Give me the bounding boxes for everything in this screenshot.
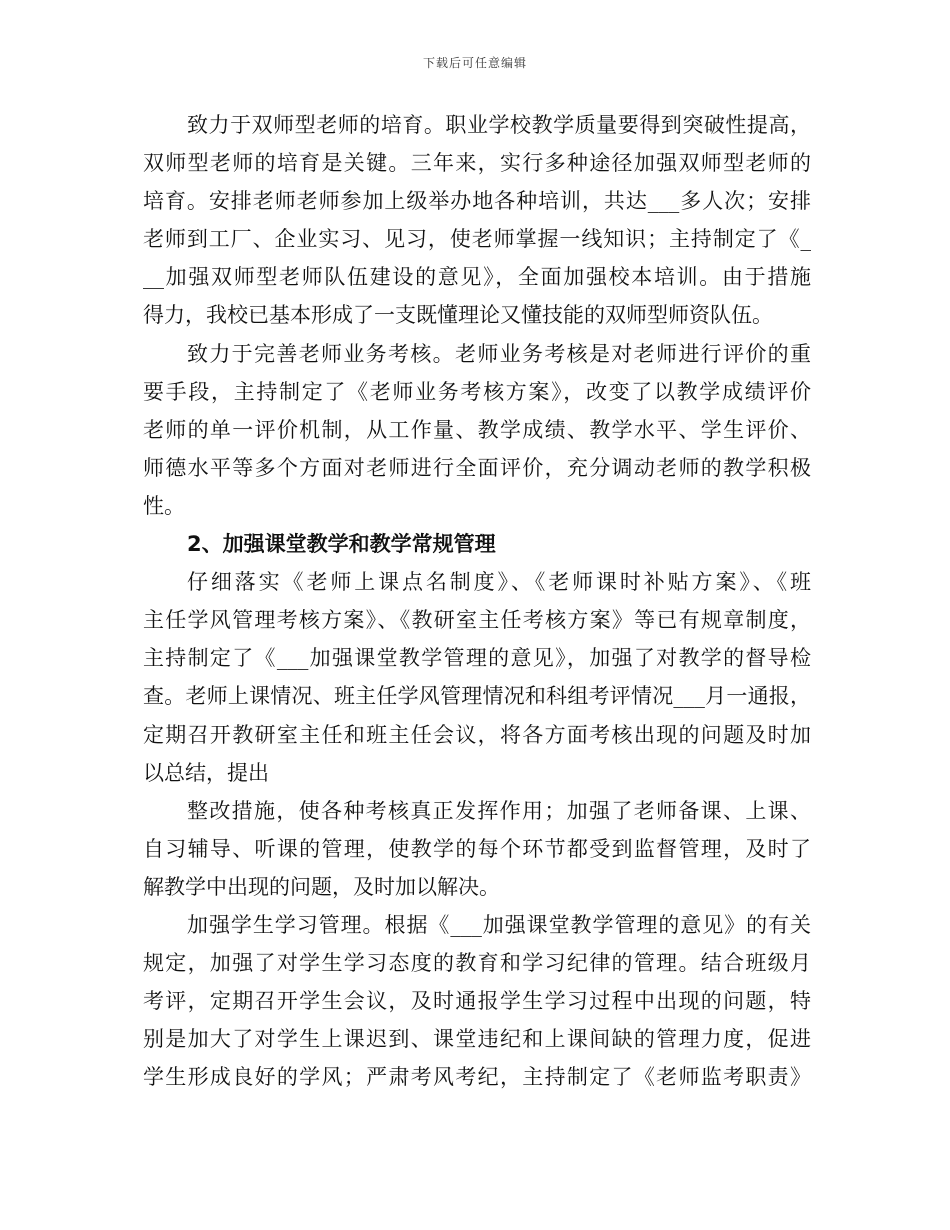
paragraph-line: 解教学中出现的问题，及时加以解决。 xyxy=(143,874,500,899)
paragraph-line: 定期召开教研室主任和班主任会议，将各方面考核出现的问题及时加 xyxy=(143,722,811,747)
page-header: 下载后可任意编辑 xyxy=(422,56,527,70)
paragraph-line: 以总结，提出 xyxy=(143,760,269,785)
document-body xyxy=(143,106,811,1096)
paragraph-line: 老师的单一评价机制，从工作量、教学成绩、教学水平、学生评价、 xyxy=(143,417,811,442)
paragraph-line: 查。老师上课情况、班主任学风管理情况和科组考评情况___月一通报， xyxy=(143,684,811,709)
paragraph-line: 整改措施，使各种考核真正发挥作用；加强了老师备课、上课、 xyxy=(187,798,811,823)
paragraph-line: 加强学生学习管理。根据《___加强课堂教学管理的意见》的有关 xyxy=(187,912,811,937)
paragraph-line: 培育。安排老师老师参加上级举办地各种培训，共达___多人次；安排 xyxy=(143,189,811,214)
paragraph-line: 致力于完善老师业务考核。老师业务考核是对老师进行评价的重 xyxy=(187,341,811,366)
paragraph-line: 要手段，主持制定了《老师业务考核方案》，改变了以教学成绩评价 xyxy=(143,379,811,404)
paragraph-line: 主持制定了《___加强课堂教学管理的意见》，加强了对教学的督导检 xyxy=(143,646,811,671)
paragraph-line: 学生形成良好的学风；严肃考风考纪，主持制定了《老师监考职责》 xyxy=(143,1065,811,1090)
paragraph-line: 得力，我校已基本形成了一支既懂理论又懂技能的双师型师资队伍。 xyxy=(143,303,773,328)
paragraph-line: 仔细落实《老师上课点名制度》、《老师课时补贴方案》、《班 xyxy=(187,570,811,595)
paragraph-line: 别是加大了对学生上课迟到、课堂违纪和上课间缺的管理力度，促进 xyxy=(143,1027,811,1052)
paragraph-line: 致力于双师型老师的培育。职业学校教学质量要得到突破性提高， xyxy=(187,113,811,137)
paragraph-line: 师德水平等多个方面对老师进行全面评价，充分调动老师的教学积极 xyxy=(143,455,811,480)
paragraph-line: 考评，定期召开学生会议，及时通报学生学习过程中出现的问题，特 xyxy=(143,989,811,1014)
paragraph-line: 规定，加强了对学生学习态度的教育和学习纪律的管理。结合班级月 xyxy=(143,951,811,976)
paragraph-line: 主任学风管理考核方案》、《教研室主任考核方案》等已有规章制度， xyxy=(143,608,811,633)
paragraph-line: 老师到工厂、企业实习、见习，使老师掌握一线知识；主持制定了《_ xyxy=(143,227,811,252)
paragraph-line: 性。 xyxy=(143,493,185,518)
paragraph-line: __加强双师型老师队伍建设的意见》，全面加强校本培训。由于措施 xyxy=(143,265,811,290)
paragraph-line: 双师型老师的培育是关键。三年来，实行多种途径加强双师型老师的 xyxy=(143,151,811,176)
section-heading: 2、加强课堂教学和教学常规管理 xyxy=(187,532,496,557)
paragraph-line: 自习辅导、听课的管理，使教学的每个环节都受到监督管理，及时了 xyxy=(143,836,811,861)
